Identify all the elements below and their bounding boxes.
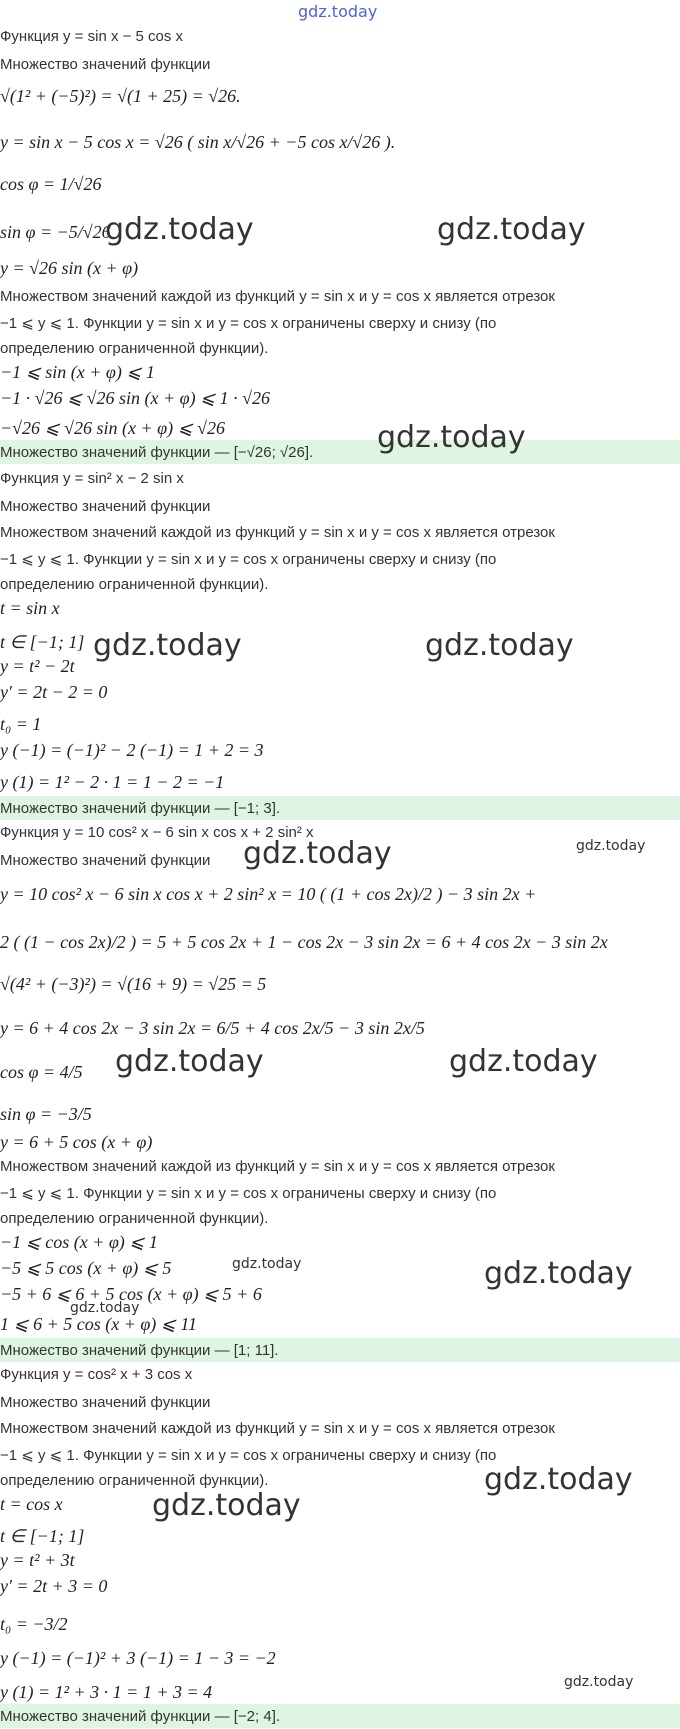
formula-line: t ∈ [−1; 1] bbox=[0, 1526, 85, 1546]
text-line: Множество значений функции bbox=[0, 1394, 211, 1411]
formula-line: −1 · √26 ⩽ √26 sin (x + φ) ⩽ 1 · √26 bbox=[0, 388, 271, 408]
formula-line: sin φ = −3/5 bbox=[0, 1104, 92, 1124]
text-line: Множество значений функции bbox=[0, 498, 211, 515]
answer-line: Множество значений функции — [−1; 3]. bbox=[0, 800, 281, 817]
text-line: Множество значений функции bbox=[0, 852, 211, 869]
text-line: −1 ⩽ y ⩽ 1. Функции y = sin x и y = cos x ограничены сверху и снизу (по bbox=[0, 551, 497, 568]
formula-line: −1 ⩽ cos (x + φ) ⩽ 1 bbox=[0, 1232, 158, 1252]
formula-line: y = 6 + 5 cos (x + φ) bbox=[0, 1132, 153, 1152]
problem-heading: Функция y = sin² x − 2 sin x bbox=[0, 470, 184, 487]
text-line: Множество значений функции bbox=[0, 56, 211, 73]
formula-line: √(4² + (−3)²) = √(16 + 9) = √25 = 5 bbox=[0, 974, 267, 994]
text-line: определению ограниченной функции). bbox=[0, 576, 269, 593]
watermark: gdz.today bbox=[232, 1256, 302, 1272]
text-line: определению ограниченной функции). bbox=[0, 1210, 269, 1227]
watermark: gdz.today bbox=[425, 628, 574, 663]
formula-line: −1 ⩽ sin (x + φ) ⩽ 1 bbox=[0, 362, 155, 382]
formula-line: y = t² − 2t bbox=[0, 656, 75, 676]
problem-heading: Функция y = 10 cos² x − 6 sin x cos x + 2 sin² x bbox=[0, 824, 314, 841]
formula-line: cos φ = 1/√26 bbox=[0, 174, 102, 194]
text-line: Множеством значений каждой из функций y = sin x и y = cos x является отрезок bbox=[0, 1158, 555, 1175]
formula-line: y (−1) = (−1)² + 3 (−1) = 1 − 3 = −2 bbox=[0, 1648, 276, 1668]
watermark: gdz.today bbox=[115, 1044, 264, 1079]
formula-line: y = √26 sin (x + φ) bbox=[0, 258, 139, 278]
watermark: gdz.today bbox=[437, 212, 586, 247]
watermark: gdz.today bbox=[377, 420, 526, 455]
text-line: определению ограниченной функции). bbox=[0, 340, 269, 357]
formula-line: y = sin x − 5 cos x = √26 ( sin x/√26 + −5 cos x/√26 ). bbox=[0, 132, 396, 152]
formula-line: −5 ⩽ 5 cos (x + φ) ⩽ 5 bbox=[0, 1258, 172, 1278]
formula-line: y (1) = 1² + 3 · 1 = 1 + 3 = 4 bbox=[0, 1682, 213, 1702]
watermark: gdz.today bbox=[564, 1674, 634, 1690]
formula-line: −√26 ⩽ √26 sin (x + φ) ⩽ √26 bbox=[0, 418, 226, 438]
formula-line: sin φ = −5/√26 bbox=[0, 222, 111, 242]
watermark: gdz.today bbox=[70, 1300, 140, 1316]
watermark: gdz.today bbox=[484, 1462, 633, 1497]
text-line: −1 ⩽ y ⩽ 1. Функции y = sin x и y = cos x ограничены сверху и снизу (по bbox=[0, 1185, 497, 1202]
watermark: gdz.today bbox=[449, 1044, 598, 1079]
text-line: Множеством значений каждой из функций y = sin x и y = cos x является отрезок bbox=[0, 1420, 555, 1437]
formula-line: t = cos x bbox=[0, 1494, 63, 1514]
watermark: gdz.today bbox=[105, 212, 254, 247]
formula-line: √(1² + (−5)²) = √(1 + 25) = √26. bbox=[0, 86, 241, 106]
formula-line: y (1) = 1² − 2 · 1 = 1 − 2 = −1 bbox=[0, 772, 225, 792]
text-line: Множеством значений каждой из функций y = sin x и y = cos x является отрезок bbox=[0, 288, 555, 305]
problem-heading: Функция y = cos² x + 3 cos x bbox=[0, 1366, 193, 1383]
watermark-header: gdz.today bbox=[298, 2, 378, 21]
text-line: определению ограниченной функции). bbox=[0, 1472, 269, 1489]
answer-line: Множество значений функции — [−2; 4]. bbox=[0, 1708, 281, 1725]
formula-line: y = t² + 3t bbox=[0, 1550, 75, 1570]
answer-line: Множество значений функции — [1; 11]. bbox=[0, 1342, 279, 1359]
formula-line: y = 10 cos² x − 6 sin x cos x + 2 sin² x = 10 ( (1 + cos 2x)/2 ) − 3 sin 2x + bbox=[0, 884, 537, 904]
formula-line: y = 6 + 4 cos 2x − 3 sin 2x = 6/5 + 4 cos 2x/5 − 3 sin 2x/5 bbox=[0, 1018, 425, 1038]
formula-line: y′ = 2t + 3 = 0 bbox=[0, 1576, 108, 1596]
watermark: gdz.today bbox=[243, 836, 392, 871]
formula-line: t₀ = 1 bbox=[0, 714, 42, 734]
watermark: gdz.today bbox=[576, 838, 646, 854]
watermark: gdz.today bbox=[484, 1256, 633, 1291]
formula-line: 1 ⩽ 6 + 5 cos (x + φ) ⩽ 11 bbox=[0, 1314, 198, 1334]
formula-line: y′ = 2t − 2 = 0 bbox=[0, 682, 108, 702]
formula-line: y (−1) = (−1)² − 2 (−1) = 1 + 2 = 3 bbox=[0, 740, 264, 760]
problem-heading: Функция y = sin x − 5 cos x bbox=[0, 28, 184, 45]
watermark: gdz.today bbox=[93, 628, 242, 663]
text-line: −1 ⩽ y ⩽ 1. Функции y = sin x и y = cos x ограничены сверху и снизу (по bbox=[0, 315, 497, 332]
answer-line: Множество значений функции — [−√26; √26]. bbox=[0, 444, 314, 461]
formula-line: t₀ = −3/2 bbox=[0, 1614, 68, 1634]
watermark: gdz.today bbox=[152, 1488, 301, 1523]
text-line: Множеством значений каждой из функций y = sin x и y = cos x является отрезок bbox=[0, 524, 555, 541]
formula-line: cos φ = 4/5 bbox=[0, 1062, 83, 1082]
text-line: −1 ⩽ y ⩽ 1. Функции y = sin x и y = cos x ограничены сверху и снизу (по bbox=[0, 1447, 497, 1464]
formula-line: t ∈ [−1; 1] bbox=[0, 632, 85, 652]
formula-line: t = sin x bbox=[0, 598, 60, 618]
formula-line: −5 + 6 ⩽ 6 + 5 cos (x + φ) ⩽ 5 + 6 bbox=[0, 1284, 262, 1304]
formula-line: 2 ( (1 − cos 2x)/2 ) = 5 + 5 cos 2x + 1 − cos 2x − 3 sin 2x = 6 + 4 cos 2x − 3 sin 2x bbox=[0, 932, 608, 952]
